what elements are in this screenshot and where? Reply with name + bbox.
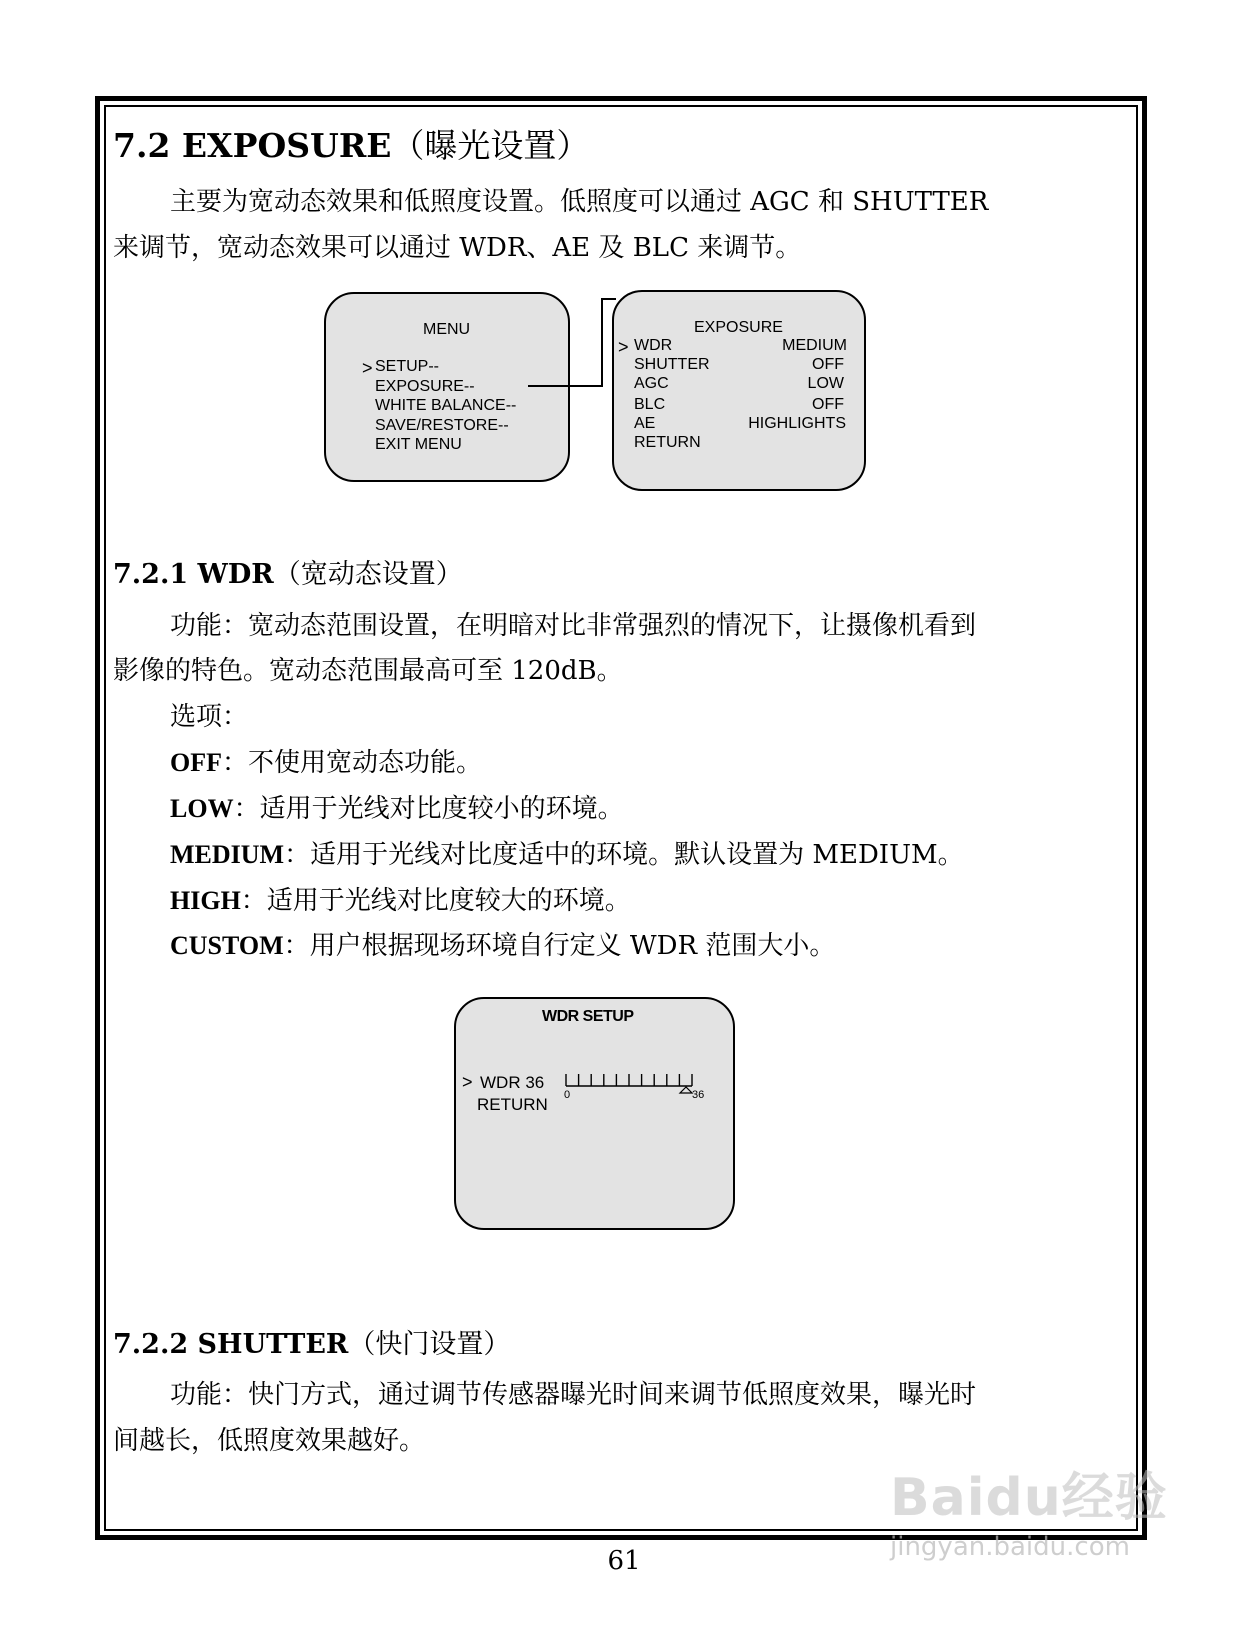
wdr-func-line-1: 功能：宽动态范围设置，在明暗对比非常强烈的情况下，让摄像机看到 xyxy=(170,611,977,641)
heading-cn: （曝光设置） xyxy=(391,126,590,165)
section-heading-shutter xyxy=(113,1322,510,1361)
exposure-value-blc: OFF xyxy=(812,396,844,413)
section-heading-exposure xyxy=(113,120,589,167)
shutter-func-line-2: 间越长，低照度效果越好。 xyxy=(113,1426,426,1456)
wdr-setup-return[interactable]: RETURN xyxy=(477,1095,548,1114)
exposure-label-wdr[interactable]: WDR xyxy=(634,337,673,354)
exposure-cursor: > xyxy=(618,337,629,357)
exposure-value-agc: LOW xyxy=(807,375,844,392)
wdr-setup-cursor: > xyxy=(462,1072,473,1092)
wdr-option-high xyxy=(170,877,631,925)
wdr-heading-cn: （宽动态设置） xyxy=(273,559,463,590)
menu-item-save-restore[interactable]: SAVE/RESTORE-- xyxy=(375,417,509,434)
wdr-scale-ticks xyxy=(566,1074,692,1086)
intro-line-1: 主要为宽动态效果和低照度设置。低照度可以通过 AGC 和 SHUTTER xyxy=(170,187,989,217)
exposure-label-ae[interactable]: AE xyxy=(634,415,656,432)
exposure-label-shutter[interactable]: SHUTTER xyxy=(634,356,710,373)
option-desc: ：不使用宽动态功能。 xyxy=(222,748,483,778)
menu-item-exposure[interactable]: EXPOSURE-- xyxy=(375,378,475,395)
wdr-setup-title: WDR SETUP xyxy=(542,1008,634,1025)
watermark-logo: Baidu经验 xyxy=(890,1468,1168,1528)
exposure-value-ae: HIGHLIGHTS xyxy=(748,415,846,432)
wdr-option-low xyxy=(170,785,624,833)
shutter-func-line-1: 功能：快门方式，通过调节传感器曝光时间来调节低照度效果，曝光时 xyxy=(170,1380,977,1410)
wdr-scale[interactable] xyxy=(564,1069,709,1101)
wdr-scale-max: 36 xyxy=(692,1089,705,1101)
wdr-setup-osd-box xyxy=(454,997,735,1230)
menu-connector-line xyxy=(520,292,620,402)
exposure-value-wdr: MEDIUM xyxy=(782,337,847,354)
option-desc: ：用户根据现场环境自行定义 WDR 范围大小。 xyxy=(283,931,836,961)
wdr-heading-number: 7.2.1 WDR xyxy=(113,559,274,590)
exposure-title: EXPOSURE xyxy=(694,319,783,336)
wdr-scale-marker[interactable] xyxy=(680,1087,692,1093)
exposure-label-blc[interactable]: BLC xyxy=(634,396,666,413)
option-key: HIGH xyxy=(170,886,241,915)
menu-item-white-balance[interactable]: WHITE BALANCE-- xyxy=(375,397,517,414)
wdr-func-line-2: 影像的特色。宽动态范围最高可至 120dB。 xyxy=(113,656,623,686)
watermark-url: jingyan.baidu.com xyxy=(890,1532,1130,1562)
exposure-label-return[interactable]: RETURN xyxy=(634,434,701,451)
menu-title: MENU xyxy=(423,321,471,338)
option-key: MEDIUM xyxy=(170,840,285,869)
page-number: 61 xyxy=(607,1546,641,1576)
option-key: CUSTOM xyxy=(170,931,284,960)
intro-line-2: 来调节，宽动态效果可以通过 WDR、AE 及 BLC 来调节。 xyxy=(113,233,802,263)
menu-item-setup[interactable]: SETUP-- xyxy=(375,358,439,375)
heading-number: 7.2 EXPOSURE xyxy=(113,126,392,165)
wdr-options-label: 选项： xyxy=(170,702,249,732)
exposure-label-agc[interactable]: AGC xyxy=(634,375,669,392)
shutter-heading-number: 7.2.2 SHUTTER xyxy=(113,1329,349,1360)
wdr-option-medium xyxy=(170,831,964,879)
wdr-setup-item[interactable]: WDR 36 xyxy=(480,1073,545,1092)
exposure-value-shutter: OFF xyxy=(812,356,844,373)
wdr-option-off xyxy=(170,739,482,787)
option-desc: ：适用于光线对比度较大的环境。 xyxy=(240,886,631,916)
section-heading-wdr xyxy=(113,552,463,591)
shutter-heading-cn: （快门设置） xyxy=(348,1329,511,1360)
wdr-scale-min: 0 xyxy=(564,1089,571,1101)
option-key: LOW xyxy=(170,794,234,823)
exposure-osd-box xyxy=(612,290,866,491)
menu-item-exit[interactable]: EXIT MENU xyxy=(375,436,462,453)
wdr-option-custom xyxy=(170,922,835,970)
option-desc: ：适用于光线对比度适中的环境。默认设置为 MEDIUM。 xyxy=(284,840,964,870)
option-desc: ：适用于光线对比度较小的环境。 xyxy=(233,794,624,824)
option-key: OFF xyxy=(170,748,222,777)
menu-cursor: > xyxy=(362,358,373,378)
